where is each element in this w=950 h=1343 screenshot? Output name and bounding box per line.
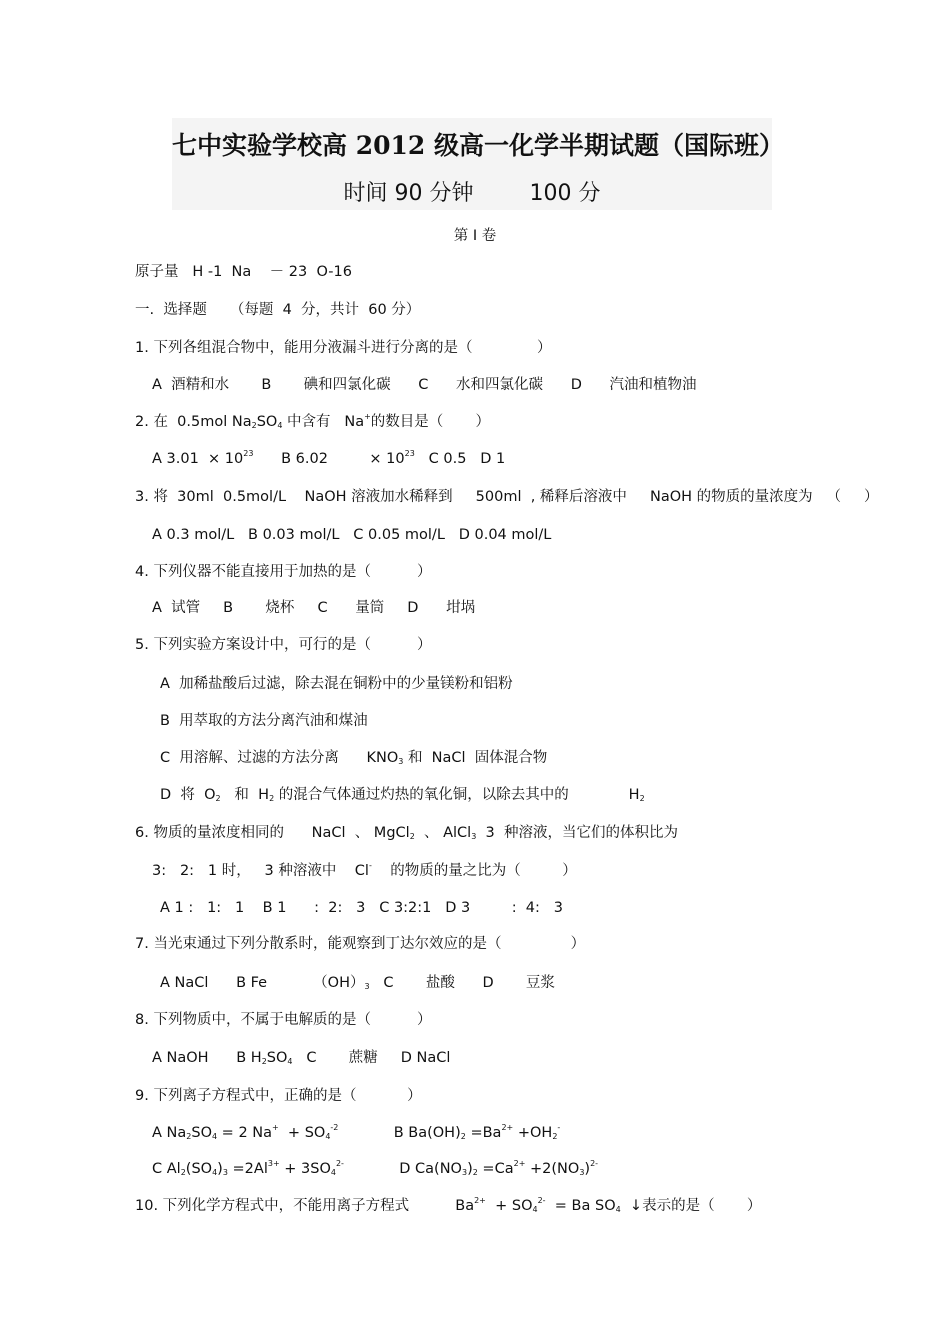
page-subtitle: 时间 90 分钟 100 分 (343, 181, 601, 206)
question-10: 10. 下列化学方程式中，不能用离子方程式 $Ba^{2+} + SO_4^{2-} = Ba$ $SO_4$ ↓表示的是（ ） (135, 1196, 762, 1214)
question-5-option-a: A 加稀盐酸后过滤，除去混在铜粉中的少量镁粉和铝粉 (160, 676, 513, 692)
question-5-option-b: B 用萃取的方法分离汽油和煤油 (160, 713, 368, 729)
question-3: 3. 将 30ml 0.5mol/L NaOH 溶液加水稀释到 500ml , 稀释后溶液中 NaOH 的物质的量浓度为 （ ） (135, 489, 879, 505)
question-8-options: A NaOH B $H_2SO_4$ C 蔗糖 D NaCl (152, 1050, 451, 1066)
question-1-options: A 酒精和水 B 碘和四氯化碳 C 水和四氯化碳 D 汽油和植物油 (152, 377, 697, 393)
atomic-mass: 原子量 H -1 Na － 23 O-16 (135, 264, 352, 280)
question-1: 1. 下列各组混合物中，能用分液漏斗进行分离的是（ ） (135, 340, 552, 356)
question-2: 2. 在 0.5mol $Na_2SO_4$ 中含有 Na+的数目是（ ） (135, 412, 491, 430)
question-4-options: A 试管 B 烧杯 C 量筒 D 坩埚 (152, 600, 476, 616)
question-5-option-c: C 用溶解、过滤的方法分离 $KNO_3$ 和 NaCl 固体混合物 (160, 750, 548, 766)
volume-label: 第 I 卷 (453, 228, 497, 244)
question-6-options: A 1 : 1: 1 B 1 : 2: 3 C 3:2:1 D 3 : 4: 3 (160, 900, 563, 916)
question-7: 7. 当光束通过下列分散系时，能观察到丁达尔效应的是（ ） (135, 936, 586, 952)
question-5-option-d: D 将 $O_2$ 和 $H_2$ 的混合气体通过灼热的氧化铜，以除去其中的 $H_2$ (160, 787, 645, 803)
question-5: 5. 下列实验方案设计中，可行的是（ ） (135, 637, 432, 653)
question-4: 4. 下列仪器不能直接用于加热的是（ ） (135, 564, 432, 580)
question-9-options-cd: C $Al_2(SO_4)_3 =2Al^{3+} + 3SO_4^{2-}$ D $Ca(NO_3)_2 =Ca^{2+} +2(NO_3)^{2-}$ (152, 1159, 599, 1177)
question-6: 6. 物质的量浓度相同的 NaCl 、 MgCl$_2$ 、 AlCl$_3$ 3 种溶液，当它们的体积比为 (135, 825, 678, 841)
question-2-options: A $3.01 \times 10^{23}$ B 6.02 × $10^{23}$ C 0.5 D 1 (152, 449, 506, 467)
question-9: 9. 下列离子方程式中，正确的是（ ） (135, 1088, 422, 1104)
question-3-options: A 0.3 mol/L B 0.03 mol/L C 0.05 mol/L D 0.04 mol/L (152, 527, 552, 543)
question-9-options-ab: A $Na_2SO_4 = 2$ $Na^+ + SO_4^{-2}$ B $Ba(OH)_2 =Ba^{2+} +OH_2^-$ (152, 1123, 561, 1141)
question-8: 8. 下列物质中，不属于电解质的是（ ） (135, 1012, 432, 1028)
question-7-options: A NaCl B Fe $(OH)_3$ C 盐酸 D 豆浆 (160, 975, 555, 991)
section-heading: 一. 选择题 （每题 4 分，共计 60 分） (135, 302, 421, 318)
page-title: 七中实验学校高 2012 级高一化学半期试题（国际班） (172, 131, 784, 160)
question-6-line-2: 3: 2: 1 时， 3 种溶液中 Cl- 的物质的量之比为（ ） (152, 861, 577, 879)
